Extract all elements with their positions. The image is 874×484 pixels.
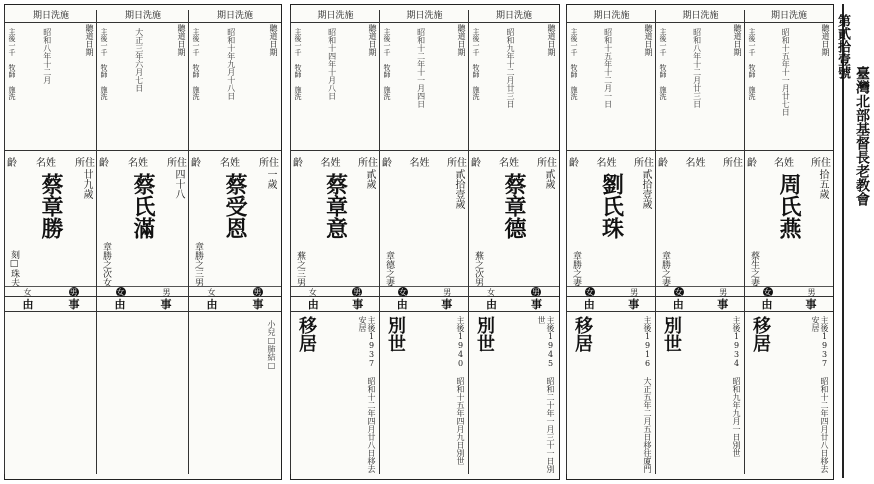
listening-date-label: 聽道日期 [368,24,377,56]
residence-label: 所住 [358,157,378,169]
date-labels: 主後一千 牧師 施洗 [570,28,578,100]
name-header [471,153,557,169]
age-label: 齡 [382,157,392,169]
event-detail: 主後1937 昭和十二年四月廿八日移去安居 [358,316,376,473]
register-column [468,10,559,474]
listening-date-label: 聽道日期 [547,24,556,56]
sex-female: 女 [674,288,683,297]
event-header-matter: 事 [805,298,817,311]
listening-date-label: 聽道日期 [733,24,742,56]
sex-male: 男 [630,288,639,297]
listening-date-label: 聽道日期 [269,24,278,56]
sex-male: 男 [719,288,728,297]
name-section [291,150,380,297]
relation-text: 章勝之次女 [101,242,111,287]
sex-male: 男 [253,288,262,297]
date-labels: 主後一千 牧師 施洗 [294,28,302,100]
event-type: 別世 [661,316,682,352]
sex-female: 女 [23,288,32,297]
event-header [5,296,97,312]
person-name: 劉氏珠 [598,173,625,239]
date-header: 期日洗施 [291,10,380,23]
relation-text: 章德之妻 [384,251,394,287]
listening-date-label: 聽道日期 [821,24,830,56]
age-value: 貳拾壹歲 [453,169,464,209]
sex-male: 男 [807,288,816,297]
event-header-matter: 事 [717,298,729,311]
person-name: 蔡章勝 [38,173,64,239]
register-column [379,10,469,474]
event-header-matter: 事 [628,298,640,311]
date-header: 期日洗施 [189,10,281,23]
baptism-date: 昭和八年十二月廿三日 [692,28,702,108]
listening-date-label: 聽道日期 [177,24,186,56]
event-detail: 主後1934 昭和九年九月一日別世 [732,316,741,457]
name-section [469,150,559,297]
relation-text: 蕪之三男 [295,251,305,287]
date-header: 期日洗施 [380,10,469,23]
date-labels: 主後一千 牧師 施洗 [659,28,667,100]
event-detail: 主後1940 昭和十五年四月九日別世 [456,316,465,465]
event-header [469,296,559,312]
residence-label: 所住 [259,157,279,169]
baptism-date: 昭和九年十二月廿三日 [506,28,515,108]
event-header-reason: 由 [307,298,319,311]
register-column [96,10,189,474]
sex-male: 男 [353,288,362,297]
register-column [4,10,97,474]
name-label: 名姓 [499,157,519,169]
residence-label: 所住 [167,157,187,169]
event-type: 移居 [296,316,317,352]
event-detail: 主後1916 大正五年二月五日移往廈門 [643,316,652,473]
listening-date-label: 聽道日期 [644,24,653,56]
event-header [189,296,281,312]
register-column [744,10,833,474]
event-type: 移居 [572,316,593,352]
name-label: 名姓 [774,157,794,169]
event-header [745,296,833,312]
event-header-reason: 由 [761,298,773,311]
event-header-reason: 由 [206,298,218,311]
age-label: 齡 [7,157,17,169]
event-header-matter: 事 [531,298,542,311]
sex-male: 男 [69,288,78,297]
name-label: 名姓 [596,157,617,169]
name-section [5,150,97,297]
age-label: 齡 [99,157,109,169]
person-name: 蔡受恩 [222,173,248,239]
baptism-date: 大正三年六月七日 [134,28,144,92]
name-header [658,153,743,169]
baptism-date: 昭和十五年十二月一日 [603,28,613,108]
residence-label: 所住 [634,157,654,169]
register-column [655,10,745,474]
age-label: 齡 [191,157,201,169]
date-header: 期日洗施 [656,10,745,23]
register-column [566,10,656,474]
date-labels: 主後一千 牧師 施洗 [472,28,480,100]
event-header [291,296,380,312]
event-header [656,296,745,312]
event-header-matter: 事 [252,298,264,311]
event-header-reason: 由 [486,298,497,311]
name-label: 名姓 [128,157,148,169]
baptism-date: 昭和十二年十一月四日 [416,28,426,108]
residence-label: 所住 [447,157,467,169]
register-number: 第貳拾壹號 [835,14,850,79]
baptism-date: 昭和十年九月十八日 [226,28,236,100]
date-header: 期日洗施 [97,10,189,23]
register-column [290,10,380,474]
sex-female: 女 [585,288,594,297]
date-labels: 主後一千 牧師 施洗 [8,28,16,100]
age-label: 齡 [569,157,579,169]
relation-text: 章勝之三男 [193,242,203,287]
name-header [7,153,95,169]
age-value: 貳歲 [364,169,375,189]
name-label: 名姓 [409,157,430,169]
event-type: 移居 [750,316,771,352]
person-name: 蔡章德 [501,173,527,239]
event-header-reason: 由 [396,298,408,311]
event-header-reason: 由 [672,298,684,311]
date-header: 期日洗施 [745,10,833,23]
name-section [567,150,656,297]
name-label: 名姓 [220,157,240,169]
date-header: 期日洗施 [567,10,656,23]
event-header-matter: 事 [352,298,364,311]
date-labels: 主後一千 牧師 施洗 [748,28,756,100]
age-label: 齡 [747,157,757,169]
name-section [745,150,833,297]
event-header-reason: 由 [22,298,34,311]
event-header-matter: 事 [160,298,172,311]
date-header: 期日洗施 [5,10,97,23]
relation-text: 蕪之次男 [473,251,483,287]
event-type: 別世 [474,316,495,352]
age-label: 齡 [293,157,303,169]
name-header [569,153,654,169]
event-header [567,296,656,312]
church-heading: 臺灣北部基督長老教會 [854,66,870,206]
person-name: 蔡章意 [322,173,349,239]
baptism-date: 昭和八年十二月 [42,28,52,84]
name-section [380,150,469,297]
sex-male: 男 [443,288,452,297]
date-labels: 主後一千 牧師 施洗 [383,28,391,100]
age-value: 一歲 [265,169,276,189]
listening-date-label: 聽道日期 [457,24,466,56]
event-type: 別世 [385,316,406,352]
residence-label: 所住 [723,157,743,169]
event-detail: 主後1945 昭和二十年一月三十一日別世 [537,316,555,473]
sex-male: 男 [162,288,171,297]
name-header [382,153,467,169]
sex-female: 女 [398,288,407,297]
name-header [99,153,187,169]
sex-female: 女 [487,288,495,297]
event-header-reason: 由 [583,298,595,311]
age-value: 拾五歲 [817,169,828,199]
age-label: 齡 [658,157,668,169]
event-header-matter: 事 [68,298,80,311]
register-column [188,10,281,474]
age-label: 齡 [471,157,481,169]
relation-text: 章勝之妻 [571,251,581,287]
date-header: 期日洗施 [469,10,559,23]
sex-female: 女 [308,288,317,297]
age-value: 貳歲 [543,169,554,189]
name-header [293,153,378,169]
name-label: 名姓 [320,157,341,169]
event-header [380,296,469,312]
name-header [747,153,831,169]
person-name: 蔡氏滿 [130,173,156,239]
residence-label: 所住 [75,157,95,169]
residence-label: 所住 [811,157,831,169]
relation-text: 蔡生之妻 [749,251,759,287]
event-header-reason: 由 [114,298,126,311]
name-section [189,150,281,297]
date-labels: 主後一千 牧師 施洗 [100,28,108,100]
name-label: 名姓 [685,157,706,169]
margin-note: 小兒□肺結□ [267,320,276,370]
side-title-block [834,6,872,480]
age-value: 四十八 [173,169,184,199]
date-labels: 主後一千 牧師 施洗 [192,28,200,100]
sex-female: 女 [116,288,125,297]
person-name: 周氏燕 [776,173,802,239]
sex-female: 女 [207,288,216,297]
name-label: 名姓 [36,157,56,169]
name-section [656,150,745,297]
baptism-date: 昭和十四年十月八日 [327,28,337,100]
sex-female: 女 [763,288,772,297]
event-header-matter: 事 [441,298,453,311]
relation-text: 章勝之妻 [660,251,670,287]
relation-text: 刻□珠夫 [9,250,19,287]
age-value: 廿九歲 [81,169,92,199]
event-detail: 主後1937 昭和十二年四月廿八日移去安居 [811,316,829,473]
name-section [97,150,189,297]
listening-date-label: 聽道日期 [85,24,94,56]
baptism-date: 昭和十五年十一月廿七日 [781,28,791,116]
age-value: 貳拾壹歲 [640,169,651,209]
name-header [191,153,279,169]
event-header [97,296,189,312]
residence-label: 所住 [537,157,557,169]
sex-male: 男 [532,288,540,297]
